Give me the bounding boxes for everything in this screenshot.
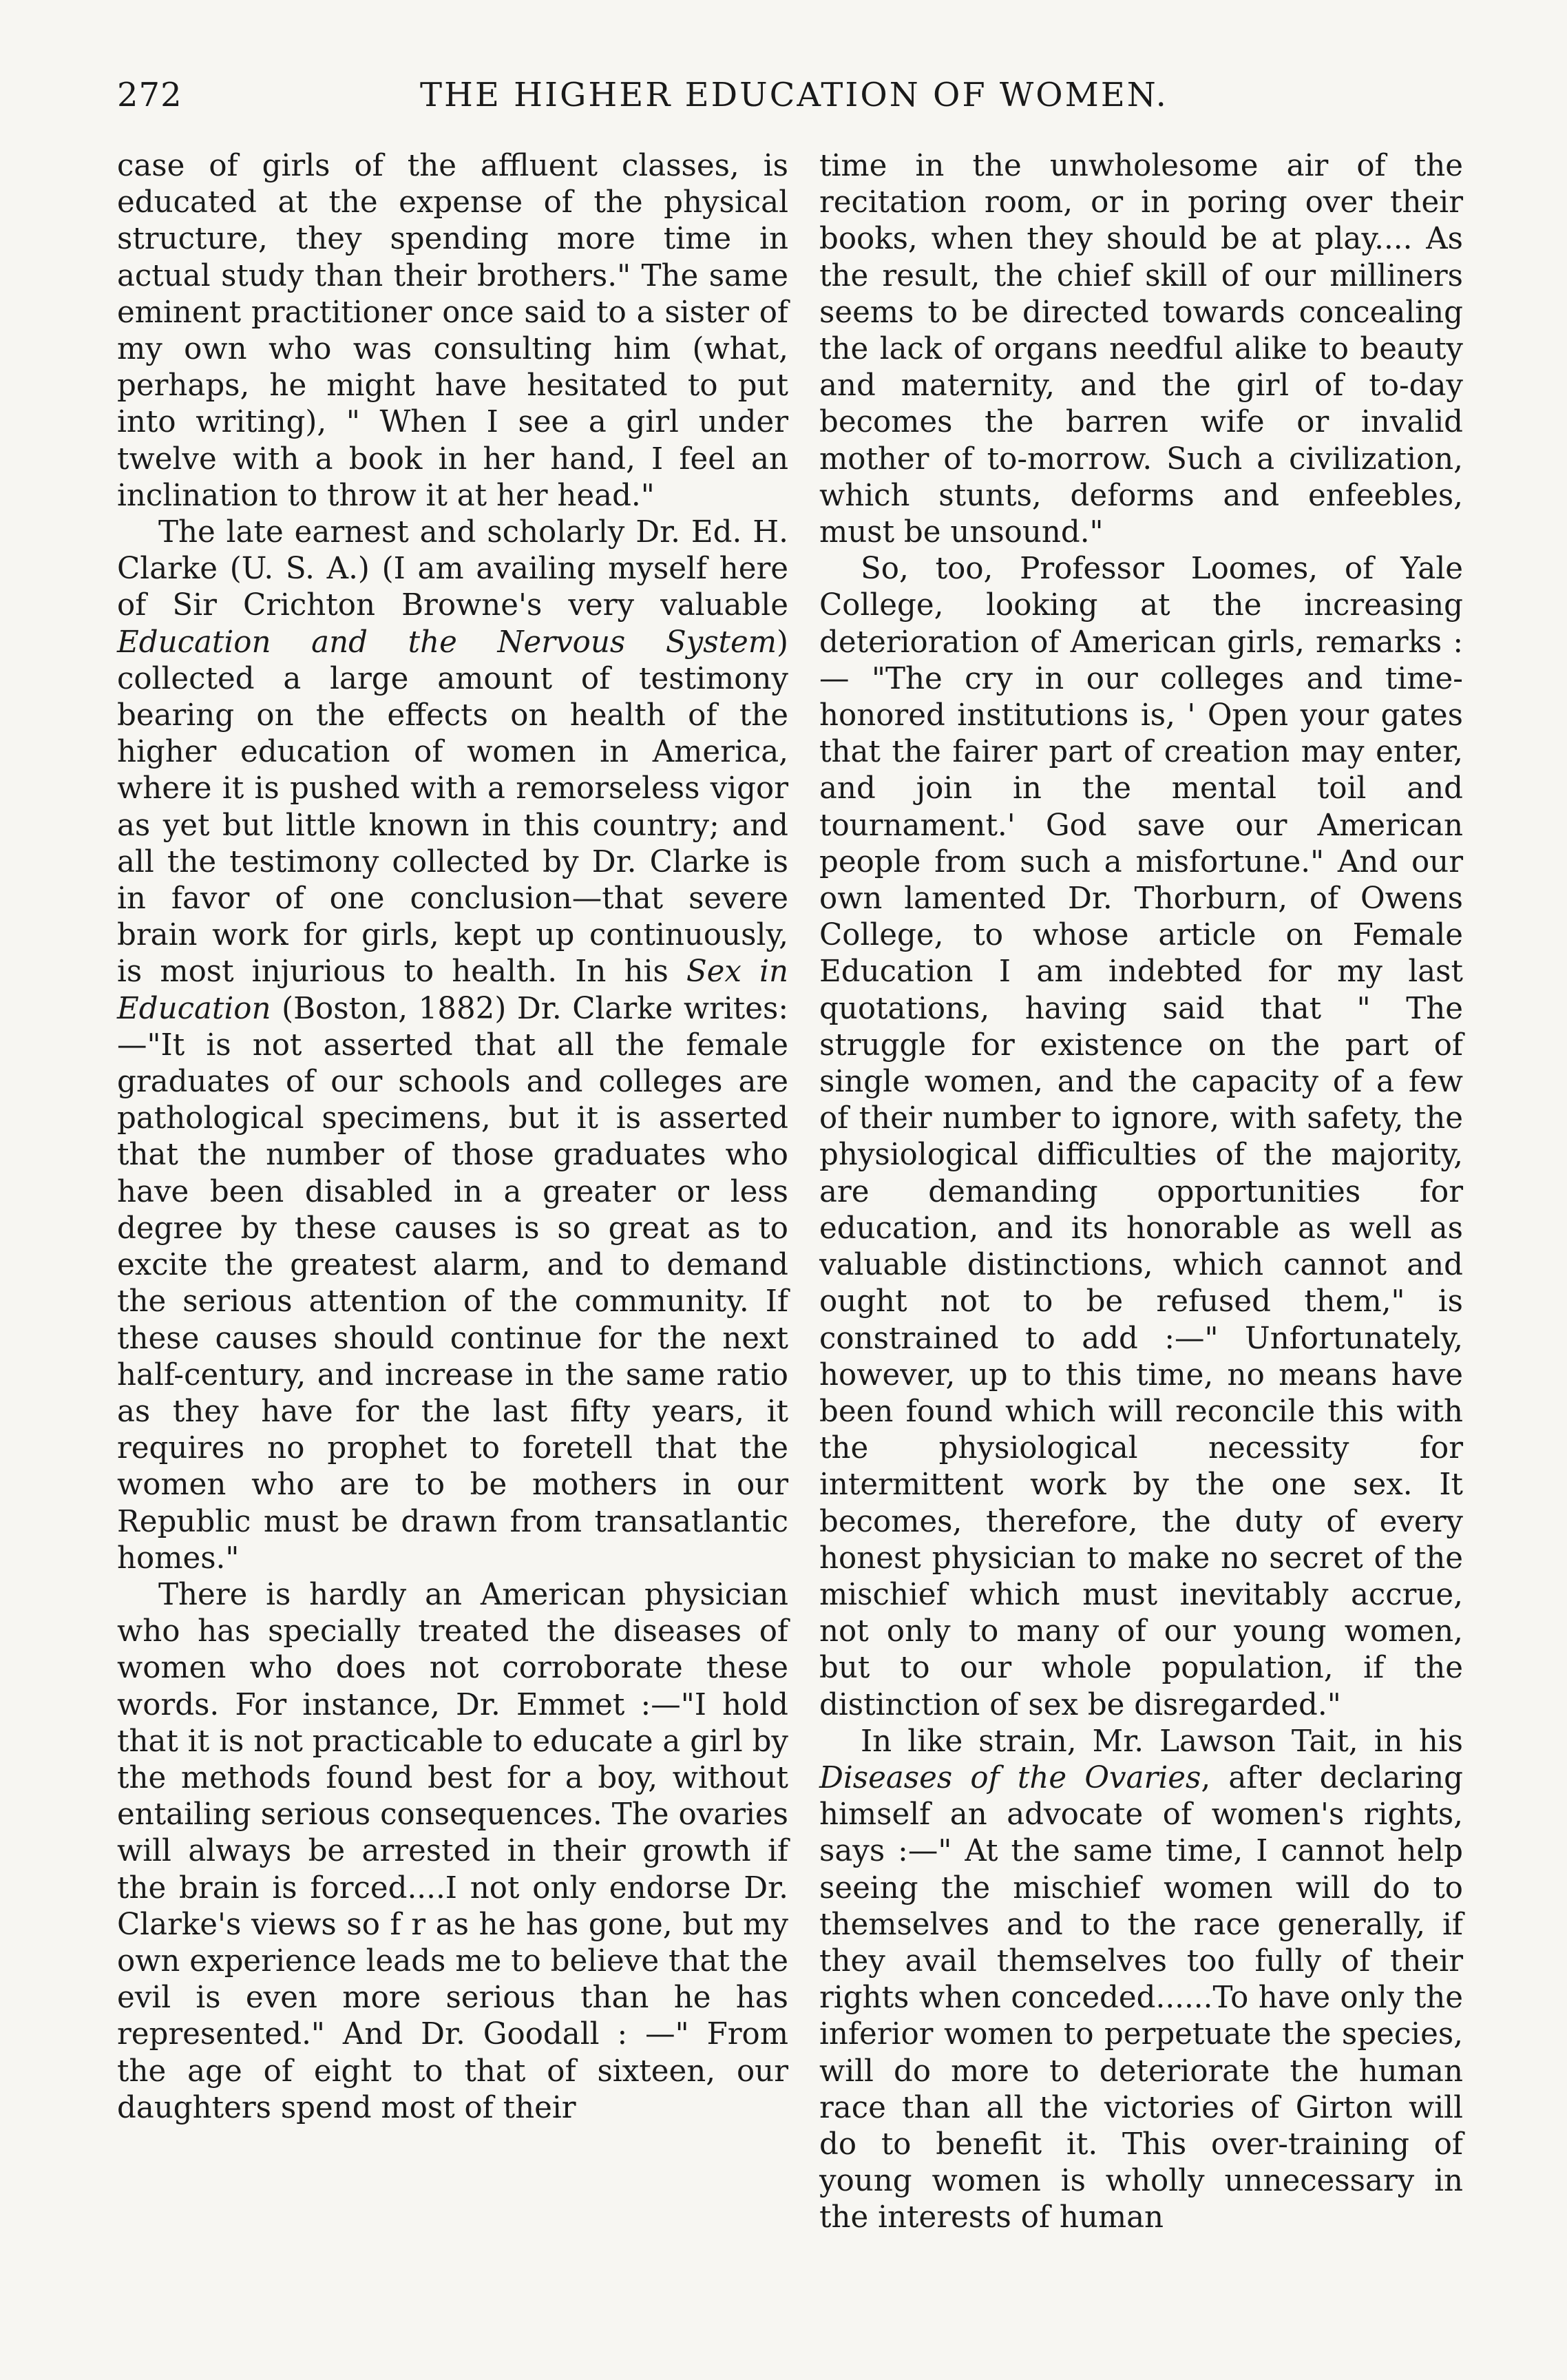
text-run: ) collected a large amount of testimony bearing on the effects on health of the higher education of women in America, where it is pushed with a remorseless vigor as yet but little known in this country; and all the testimony collected by Dr. Clarke is in favor of one conclusion—that severe brain work for girls, kept up continuously, is most injurious to health. In his [117,625,788,990]
right-column [819,148,1463,2237]
page-number: 272 [117,76,182,114]
paragraph: time in the unwholesome air of the recitation room, or in poring over their books, when they should be at play.... As the result, the chief skill of our milliners seems to be directed towards concealing the lack of organs needful alike to beauty and maternity, and the girl of to-day becomes the barren wife or invalid mother of to-morrow. Such a civilization, which stunts, deforms and enfeebles, must be unsound." [819,149,1463,550]
paragraph: case of girls of the affluent classes, is educated at the expense of the physical structure, they spending more time in actual study than their brothers." The same eminent practitioner once said to a sister of my own who was consulting him (what, perhaps, he might have hesitated to put into writing), " When I see a girl under twelve with a book in her hand, I feel an inclination to throw it at her head." [117,149,788,513]
paragraph: So, too, Professor Loomes, of Yale College, looking at the increasing deterioration of American girls, remarks :— "The cry in our colleges and time-honored institutions is, ' Open your gates that the fairer part of creation may enter, and join in the mental toil and tournament.' God save our American people from such a misfortune." And our own lamented Dr. Thorburn, of Owens College, to whose article on Female Education I am indebted for my last quotations, having said that " The struggle for existence on the part of single women, and the capacity of a few of their number to ignore, with safety, the physiological difficulties of the majority, are demanding opportunities for education, and its honorable as well as valuable distinctions, which cannot and ought not to be refused them," is constrained to add :—" Unfortunately, however, up to this time, no means have been found which will reconcile this with the physiological necessity for intermittent work by the one sex. It becomes, therefore, the duty of every honest physician to make no secret of the mischief which must inevitably accrue, not only to many of our young women, but to our whole population, if the distinction of sex be disregarded." [819,552,1463,1722]
book-title-italic: Diseases of the Ovaries [819,1760,1201,1795]
text-run: In like strain, Mr. Lawson Tait, in his [861,1724,1463,1759]
text-run: , after declaring himself an advocate of women's rights, says :—" At the same time, I cannot help seeing the mischief women will do to themselves and to the race generally, if they avail themselves too fully of their rights when conceded......To have only the inferior women to perpetuate the species, will do more to deteriorate the human race than all the victories of Girton will do to benefit it. This over-training of young women is wholly unnecessary in the interests of human [819,1760,1463,2235]
page-header [117,76,1453,131]
running-title: THE HIGHER EDUCATION OF WOMEN. [420,76,1168,114]
text-run: The late earnest and scholarly Dr. Ed. H. Clarke (U. S. A.) (I am availing myself here of Sir Crichton Browne's very valuable [117,515,788,623]
paragraph [117,514,788,1577]
book-title-italic: Education and the Nervous System [117,625,777,660]
paragraph: There is hardly an American physician who has specially treated the diseases of women who does not corroborate these words. For instance, Dr. Emmet :—"I hold that it is not practicable to educate a girl by the methods found best for a boy, without entailing serious consequences. The ovaries will always be arrested in their growth if the brain is forced....I not only endorse Dr. Clarke's views so f r as he has gone, but my own experience leads me to believe that the evil is even more serious than he has represented." And Dr. Goodall : —" From the age of eight to that of sixteen, our daughters spend most of their [117,1577,788,2125]
paragraph [819,1724,1463,2237]
book-title-italic: Sex in Education [117,954,788,1026]
left-column [117,148,788,2127]
text-run: (Boston, 1882) Dr. Clarke writes: —"It is not asserted that all the female graduates of our schools and colleges are pathological specimens, but it is asserted that the number of those graduates who have been disabled in a greater or less degree by these causes is so great as to excite the greatest alarm, and to demand the serious attention of the community. If these causes should continue for the next half-century, and increase in the same ratio as they have for the last fifty years, it requires no prophet to foretell that the women who are to be mothers in our Republic must be drawn from transatlantic homes." [117,991,788,1576]
